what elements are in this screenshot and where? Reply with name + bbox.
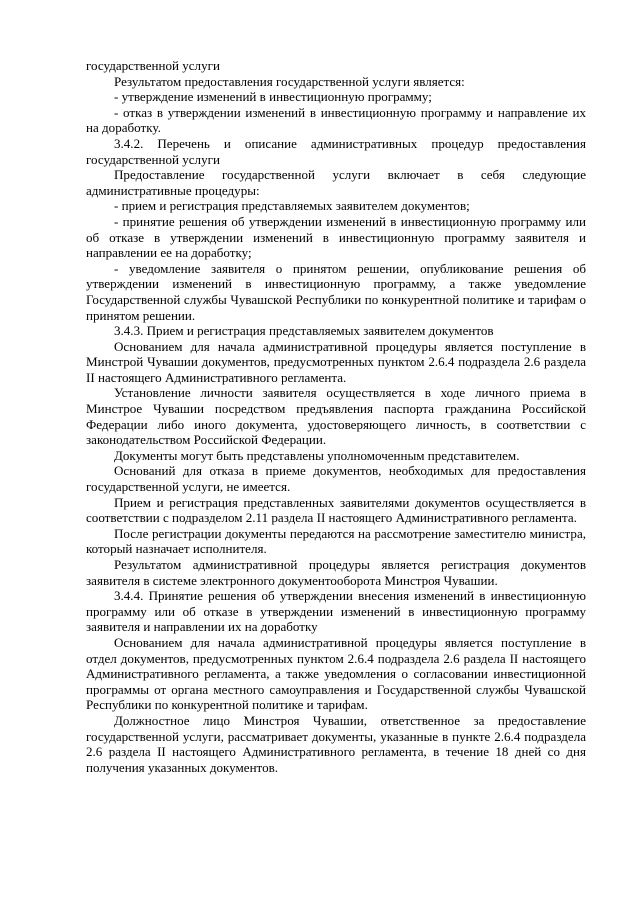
paragraph: Оснований для отказа в приеме документов, необходимых для предоставления государственной услуги, не имеется. (86, 463, 586, 495)
section-heading: 3.4.3. Прием и регистрация представляемых заявителем документов (114, 323, 494, 339)
paragraph: После регистрации документы передаются на рассмотрение заместителю министра, который назначает исполнителя. (86, 525, 586, 557)
paragraph: Результатом предоставления государственной услуги является: (114, 73, 465, 89)
document-page (86, 58, 586, 775)
paragraph: Прием и регистрация представленных заявителями документов осуществляется в соответствии с подразделом 2.11 раздела II настоящего Административного регламента. (86, 494, 586, 526)
paragraph: - отказ в утверждении изменений в инвестиционную программу и направление их на доработку. (86, 104, 586, 136)
section-heading: 3.4.2. Перечень и описание административных процедур предоставления государственной услуги (86, 135, 586, 167)
section-heading: 3.4.4. Принятие решения об утверждении внесения изменений в инвестиционную программу или об отказе в утверждении изменений в инвестиционную программу заявителя и направлении их на доработку (86, 588, 586, 635)
paragraph: - прием и регистрация представляемых заявителем документов; (114, 198, 470, 214)
paragraph: Предоставление государственной услуги включает в себя следующие административные процедуры: (86, 167, 586, 198)
paragraph: Должностное лицо Минстроя Чувашии, ответственное за предоставление государственной услуги, рассматривает документы, указанные в пункте 2.6.4 подраздела 2.6 раздела II настоящего Административного регламента, в течение 18 дней со дня получения указанных документов. (86, 712, 586, 775)
paragraph: Основанием для начала административной процедуры является поступление в Минстрой Чувашии документов, предусмотренных пунктом 2.6.4 подраздела 2.6 раздела II настоящего Административного регламента. (86, 338, 586, 385)
paragraph: - уведомление заявителя о принятом решении, опубликование решения об утверждении изменений в инвестиционную программу, а также уведомление Государственной службы Чувашской Республики по конкурентной политике и тарифам о принятом решении. (86, 260, 586, 323)
paragraph: - принятие решения об утверждении изменений в инвестиционную программу или об отказе в утверждении изменений в инвестиционную программу заявителя и направлении ее на доработку; (86, 213, 586, 261)
paragraph: Документы могут быть представлены уполномоченным представителем. (114, 447, 520, 463)
paragraph: Результатом административной процедуры является регистрация документов заявителя в системе электронного документооборота Минстроя Чувашии. (86, 557, 586, 588)
paragraph: Основанием для начала административной процедуры является поступление в отдел документов, предусмотренных пунктом 2.6.4 подраздела 2.6 раздела II настоящего Административного регламента, а также уведомления о согласовании инвестиционной программы от органа местного самоуправления и Государственной службы Чувашской Республики по конкурентной политике и тарифам. (86, 634, 586, 713)
paragraph: Установление личности заявителя осуществляется в ходе личного приема в Минстрое Чувашии посредством предъявления паспорта гражданина Российской Федерации либо иного документа, удостоверяющего личность, в соответствии с законодательством Российской Федерации. (86, 385, 586, 448)
paragraph: государственной услуги (86, 58, 220, 73)
paragraph: - утверждение изменений в инвестиционную программу; (114, 89, 432, 105)
